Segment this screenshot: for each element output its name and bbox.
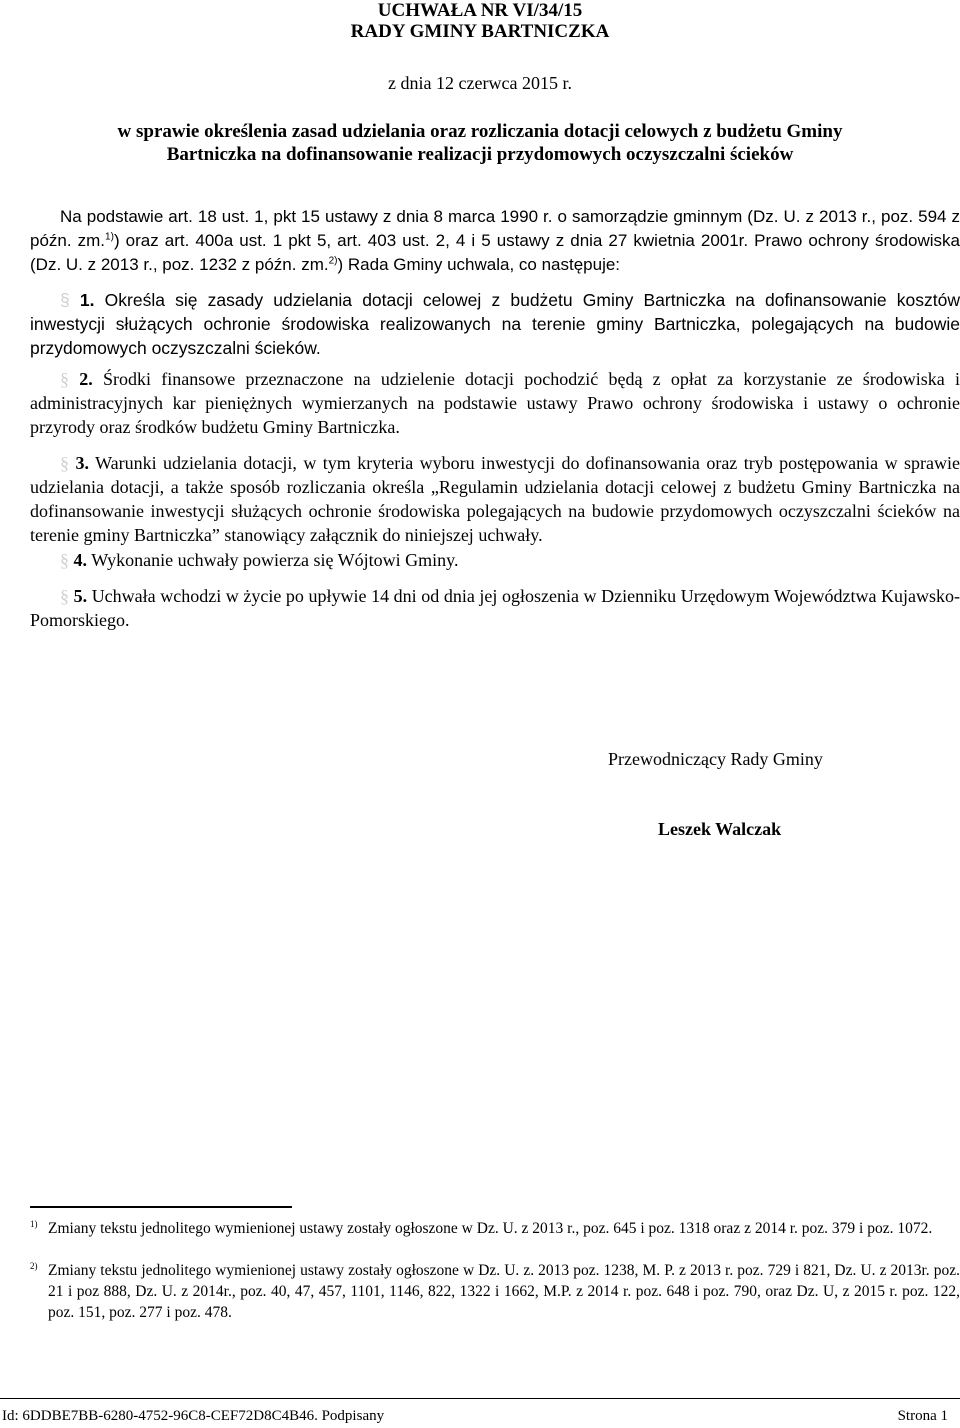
page-number: Strona 1 — [897, 1408, 948, 1424]
section-4 — [30, 548, 960, 572]
section-1 — [30, 288, 960, 360]
document-id: Id: 6DDBE7BB-6280-4752-96C8-CEF72D8C4B46. Podpisany — [2, 1408, 385, 1424]
resolution-number: UCHWAŁA NR VI/34/15 — [377, 0, 583, 21]
section-number: 3. — [75, 453, 89, 473]
section-text: Uchwała wchodzi w życie po upływie 14 dni od dnia jej ogłoszenia w Dzienniku Urzędowym Województwa Kujawsko-Pomorskiego. — [30, 586, 960, 630]
footnote-1 — [30, 1218, 960, 1239]
footnote-number: 2) — [30, 1261, 38, 1271]
resolution-subject: w sprawie określenia zasad udzielania oraz rozliczania dotacji celowych z budżetu Gminy Bartniczka na dofinansowanie realizacji przydomowych oczyszczalni ścieków — [117, 121, 843, 165]
section-sign: § — [60, 586, 74, 606]
footnote-number: 1) — [30, 1219, 38, 1229]
section-text: Środki finansowe przeznaczone na udzielenie dotacji pochodzić będą z opłat za korzystanie ze środowiska i administracyjnych kar pieniężnych wymierzanych na podstawie ustawy Prawo ochrony środowiska i ustawy o ochronie przyrody oraz środków budżetu Gminy Bartniczka. — [30, 369, 960, 437]
preamble-part3: ) Rada Gminy uchwala, co następuje: — [337, 255, 621, 274]
section-text: Określa się zasady udzielania dotacji celowej z budżetu Gminy Bartniczka na dofinansowanie kosztów inwestycji służących ochronie środowiska realizowanych na terenie gminy Bartniczka, polegających na budowie przydomowych oczyszczalni ścieków. — [30, 290, 960, 358]
section-sign: § — [60, 290, 80, 310]
section-2 — [30, 367, 960, 439]
section-sign: § — [60, 453, 76, 473]
footnote-divider — [30, 1206, 292, 1208]
section-number: 4. — [73, 550, 87, 570]
signer-name: Leszek Walczak — [658, 819, 782, 839]
section-number: 5. — [73, 586, 88, 606]
signer-role: Przewodniczący Rady Gminy — [608, 749, 823, 769]
section-number: 2. — [79, 369, 93, 389]
section-text: Wykonanie uchwały powierza się Wójtowi Gminy. — [91, 550, 459, 570]
footnote-ref-1[interactable]: 1) — [105, 231, 114, 243]
section-text: Warunki udzielania dotacji, w tym kryteria wyboru inwestycji do dofinansowania oraz tryb postępowania w sprawie udzielania dotacji, a także sposób rozliczania określa „Regulamin udzielania dotacji celowej z budżetu Gminy Bartniczka na dofinansowanie inwestycji służących ochronie środowiska polegających na budowie przydomowych oczyszczalni ścieków na terenie gminy Bartniczka” stanowiący załącznik do niniejszej uchwały. — [30, 453, 960, 545]
footnote-ref-2[interactable]: 2) — [328, 255, 338, 267]
preamble-part1: Na podstawie art. 18 ust. 1, pkt 15 ustawy z dnia 8 marca 1990 r. o samorządzie gminnym (Dz. U. z 2013 r., poz. 594 z późn. zm. — [30, 207, 960, 250]
section-sign: § — [60, 369, 80, 389]
section-sign: § — [60, 550, 74, 570]
footnote-text: Zmiany tekstu jednolitego wymienionej ustawy zostały ogłoszone w Dz. U. z. 2013 poz. 1238, M. P. z 2013 r. poz. 729 i 821, Dz. U. z 2013r. poz. 21 i poz 888, Dz. U. z 2014r., poz. 40, 47, 457, 1101, 1146, 822, 1322 i 1662, M.P. z 2014 r. poz. 648 i poz. 790, oraz Dz. U, z 2015 r. poz. 122, poz. 151, poz. 277 i poz. 478. — [48, 1262, 960, 1321]
preamble — [30, 205, 960, 277]
footer-divider — [0, 1398, 960, 1399]
preamble-part2: ) oraz art. 400a ust. 1 pkt 5, art. 403 ust. 2, 4 i 5 ustawy z dnia 27 kwietnia 2001r. Prawo ochrony środowiska (Dz. U. z 2013 r., poz. 1232 z późn. zm. — [30, 231, 960, 274]
section-3 — [30, 451, 960, 547]
footnote-2 — [30, 1260, 960, 1323]
council-name: RADY GMINY BARTNICZKA — [350, 21, 610, 42]
resolution-date: z dnia 12 czerwca 2015 r. — [388, 73, 572, 93]
section-5 — [30, 584, 960, 632]
section-number: 1. — [79, 290, 95, 310]
footnote-text: Zmiany tekstu jednolitego wymienionej ustawy zostały ogłoszone w Dz. U. z 2013 r., poz. 645 i poz. 1318 oraz z 2014 r. poz. 379 i poz. 1072. — [48, 1220, 933, 1237]
